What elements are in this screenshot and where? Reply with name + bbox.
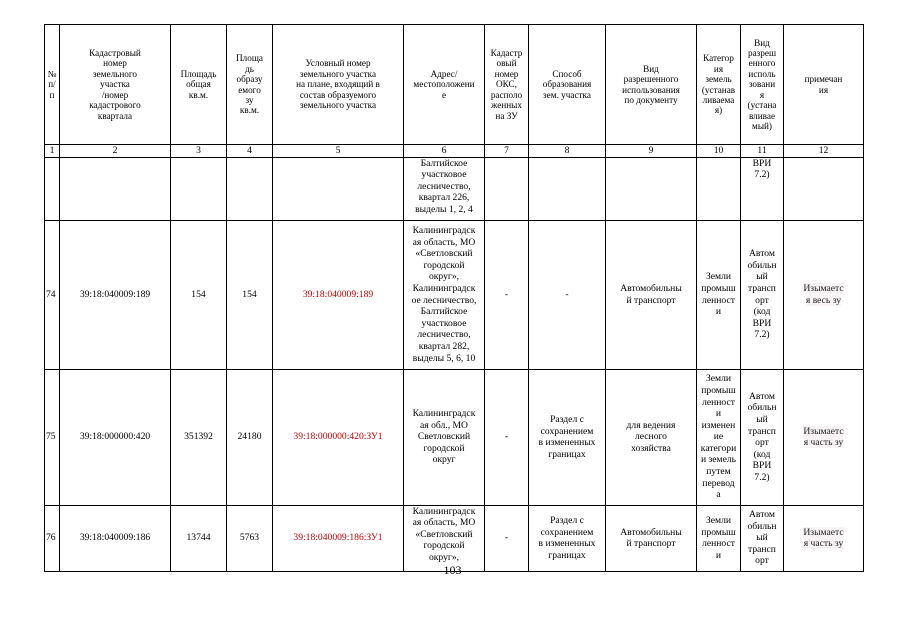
header-conditional-number: Условный номер земельного участка на плане, входящий в состав образуемого земельного участка	[273, 25, 404, 145]
header-row	[45, 25, 864, 145]
notes-text: Изымаетс я часть зу	[803, 425, 844, 449]
column-number-row	[45, 145, 864, 158]
table-row	[45, 220, 864, 369]
conditional-number-cell: 39:18:040009:189	[273, 220, 404, 369]
notes-cell	[784, 369, 864, 505]
land-category-cell: Земли промыш ленност и	[697, 505, 741, 571]
area-total-cell: 13744	[171, 505, 227, 571]
header-address: Адрес/ местоположени е	[404, 25, 485, 145]
notes-text: Изымаетс я часть зу	[803, 526, 844, 550]
vri-cell: Автом обильн ый трансп орт	[741, 505, 784, 571]
header-vri: Вид разреш енного исполь зовани я (устана вливае мый)	[741, 25, 784, 145]
row-number: 76	[45, 505, 60, 571]
address-cell: Балтийское участковое лесничество, квартал 226, выделы 1, 2, 4	[404, 157, 485, 220]
oks-number-cell: -	[485, 220, 529, 369]
area-formed-cell: 154	[227, 220, 273, 369]
column-number: 5	[273, 145, 404, 158]
header-num: № п/ п	[45, 25, 60, 145]
continuation-row	[45, 157, 864, 220]
area-total-cell: 154	[171, 220, 227, 369]
column-number: 12	[784, 145, 864, 158]
land-category-cell: Земли промыш ленност и изменен ие категори и земель путем перевод а	[697, 369, 741, 505]
header-formation-method: Способ образования зем. участка	[529, 25, 606, 145]
column-number: 7	[485, 145, 529, 158]
formation-method-cell: Раздел с сохранением в измененных границах	[529, 369, 606, 505]
column-number: 3	[171, 145, 227, 158]
notes-text: Изымаетс я весь зу	[803, 283, 844, 306]
area-formed-cell: 5763	[227, 505, 273, 571]
table-row	[45, 369, 864, 505]
column-number: 4	[227, 145, 273, 158]
notes-cell	[784, 505, 864, 571]
land-category-cell: Земли промыш ленност и	[697, 220, 741, 369]
formation-method-cell: -	[529, 220, 606, 369]
cadastral-register-table	[44, 24, 864, 572]
header-area-formed: Площа дь образу емого зу кв.м.	[227, 25, 273, 145]
header-land-category: Категор ия земель (устанав ливаема я)	[697, 25, 741, 145]
permitted-use-cell: Автомобильны й транспорт	[606, 505, 697, 571]
column-number: 2	[60, 145, 171, 158]
address-cell: Калининградск ая область, МО «Светловский городской округ»,	[404, 505, 485, 571]
column-number: 1	[45, 145, 60, 158]
address-cell: Калининградск ая область, МО «Светловский городской округ», Калининградск ое лесничество, Балтийское участковое лесничество, квартал 282, выделы 5, 6, 10	[404, 220, 485, 369]
column-number: 10	[697, 145, 741, 158]
oks-number-cell: -	[485, 505, 529, 571]
vri-cell: Автом обильн ый трансп орт (код ВРИ 7.2)	[741, 220, 784, 369]
conditional-number-cell: 39:18:000000:420:ЗУ1	[273, 369, 404, 505]
table-row	[45, 505, 864, 571]
row-number: 75	[45, 369, 60, 505]
notes-cell	[784, 220, 864, 369]
column-number: 11	[741, 145, 784, 158]
column-number: 6	[404, 145, 485, 158]
column-number: 9	[606, 145, 697, 158]
page-number: 103	[443, 563, 462, 577]
cadastral-number-cell: 39:18:040009:186	[60, 505, 171, 571]
vri-cell: Автом обильн ый трансп орт (код ВРИ 7.2)	[741, 369, 784, 505]
permitted-use-cell: Автомобильны й транспорт	[606, 220, 697, 369]
row-number: 74	[45, 220, 60, 369]
header-notes: примечан ия	[784, 25, 864, 145]
cadastral-number-cell: 39:18:040009:189	[60, 220, 171, 369]
header-oks-number: Кадастр овый номер ОКС, располо женных на ЗУ	[485, 25, 529, 145]
area-formed-cell: 24180	[227, 369, 273, 505]
column-number: 8	[529, 145, 606, 158]
header-permitted-use: Вид разрешенного использования по документу	[606, 25, 697, 145]
header-cadastral-number: Кадастровый номер земельного участка /номер кадастрового квартала	[60, 25, 171, 145]
area-total-cell: 351392	[171, 369, 227, 505]
header-area-total: Площадь общая кв.м.	[171, 25, 227, 145]
address-cell: Калининградск ая обл., МО Светловский городской округ	[404, 369, 485, 505]
vri-cell: ВРИ 7.2)	[741, 157, 784, 220]
permitted-use-cell: для ведения лесного хозяйства	[606, 369, 697, 505]
cadastral-number-cell: 39:18:000000:420	[60, 369, 171, 505]
oks-number-cell: -	[485, 369, 529, 505]
formation-method-cell: Раздел с сохранением в измененных границах	[529, 505, 606, 571]
conditional-number-cell: 39:18:040009:186:ЗУ1	[273, 505, 404, 571]
